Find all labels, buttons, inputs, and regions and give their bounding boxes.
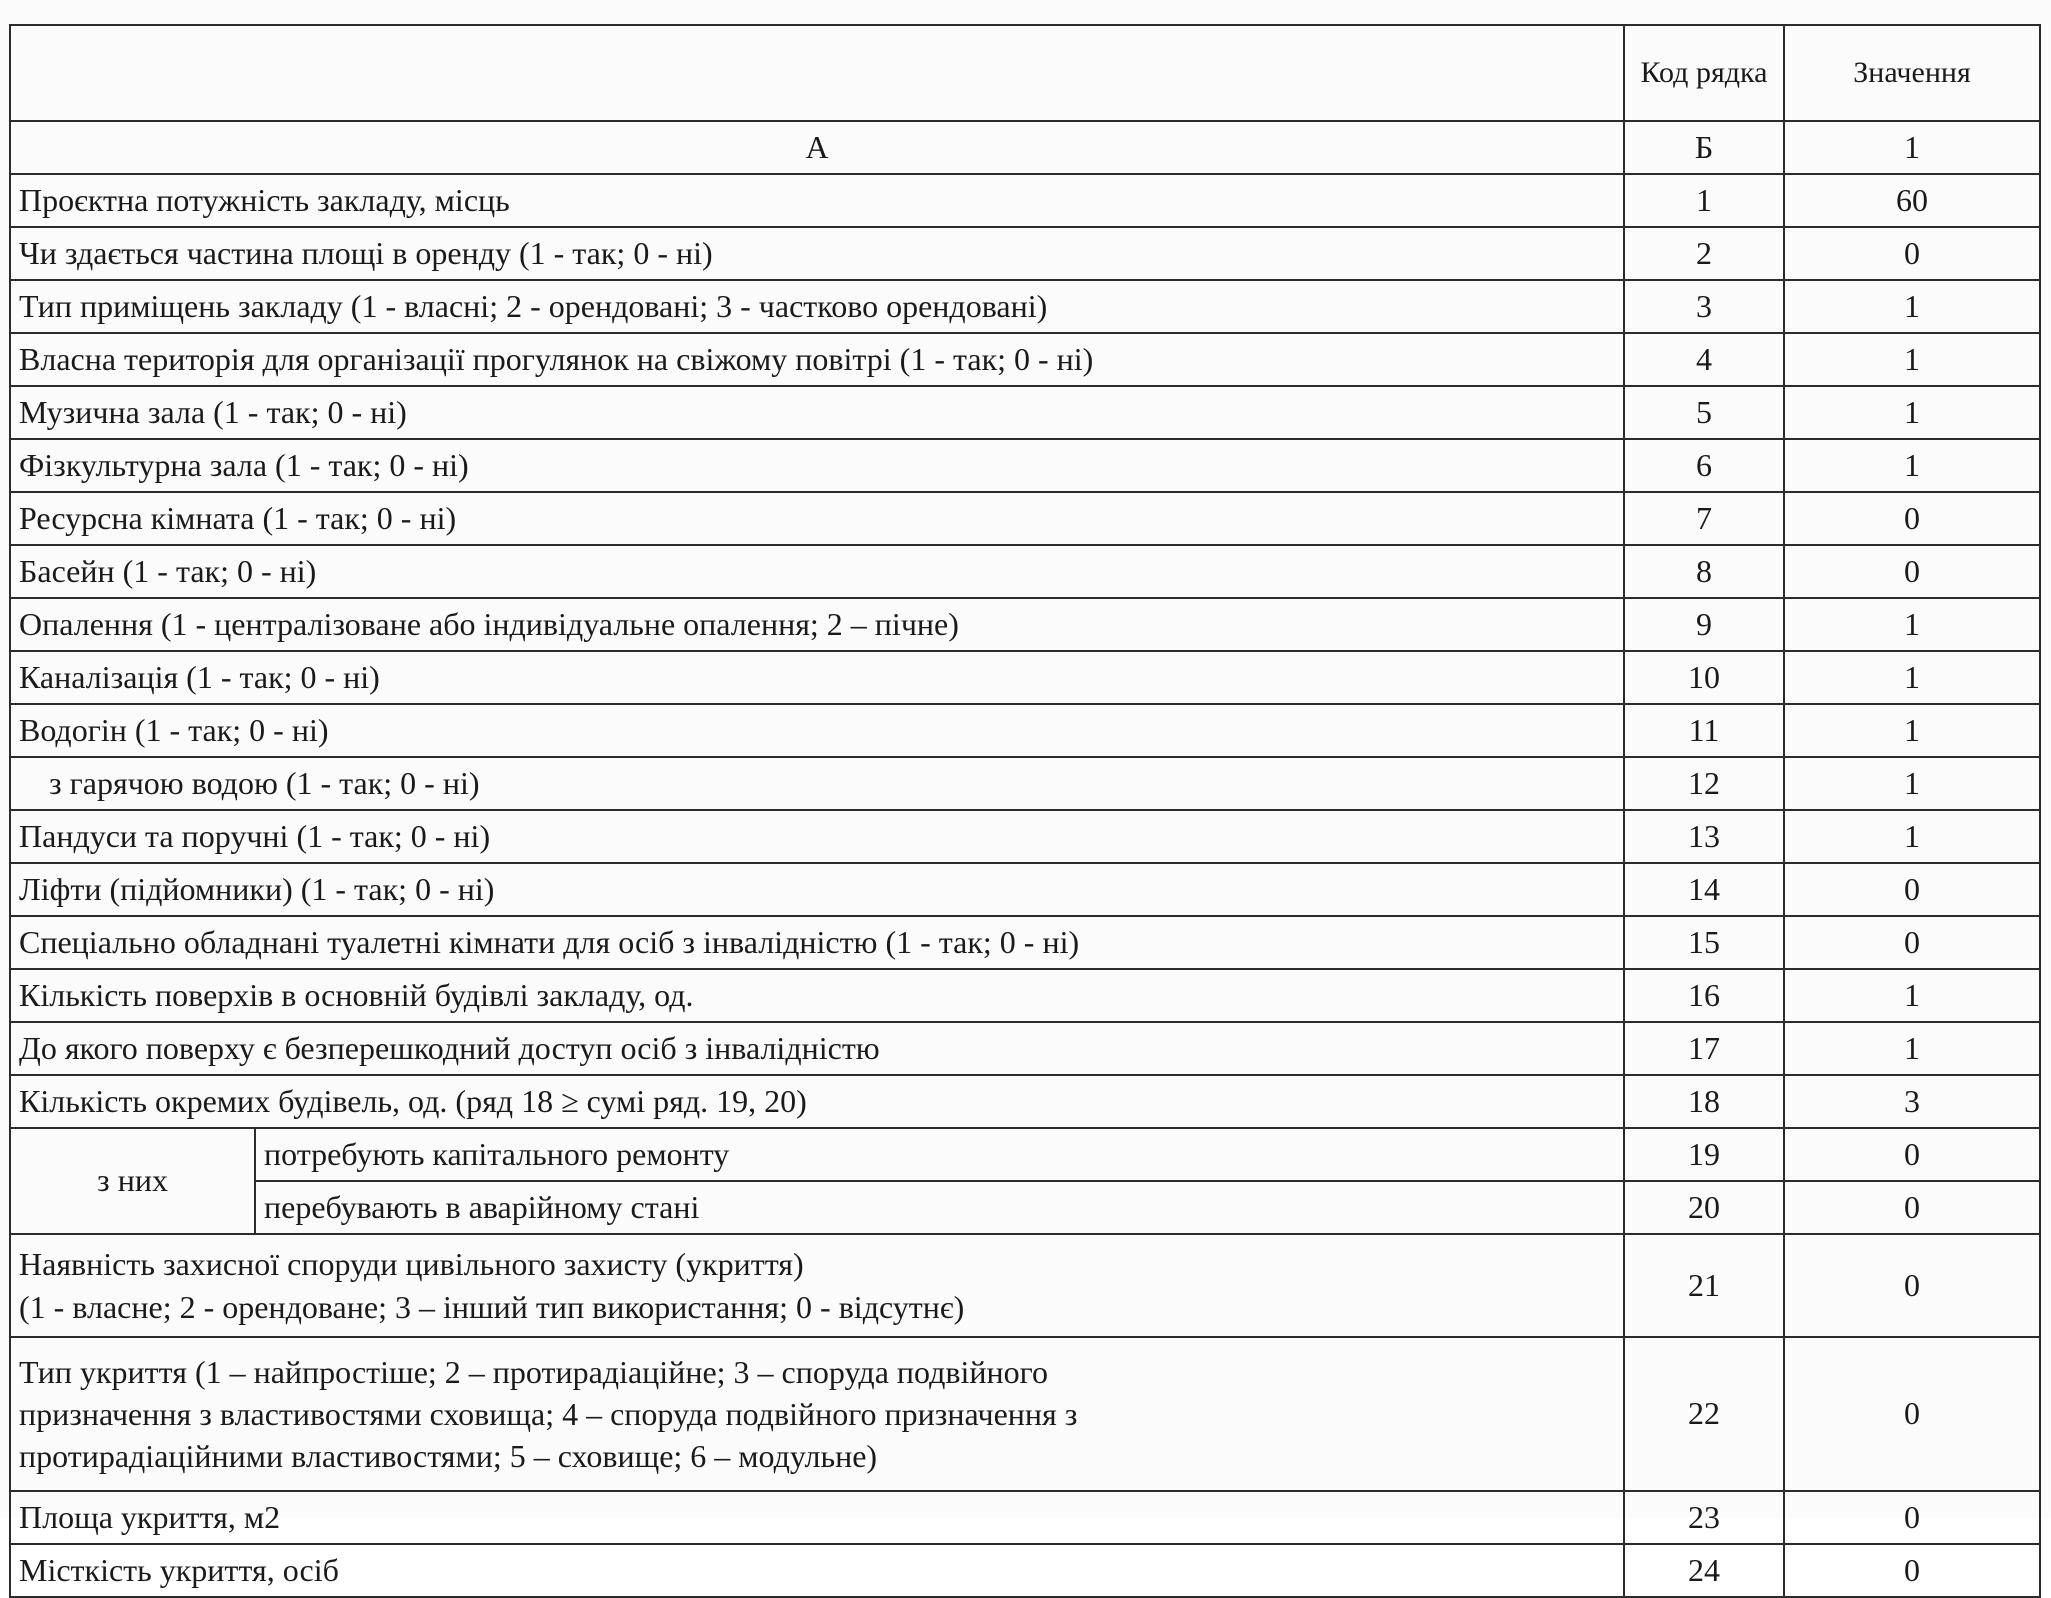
column-letter-b: Б — [1624, 121, 1784, 174]
facility-data-table — [9, 24, 2041, 1598]
row-value: 0 — [1784, 1234, 2040, 1337]
row-value: 0 — [1784, 1337, 2040, 1491]
row-code: 18 — [1624, 1075, 1784, 1128]
row-label-line: Тип укриття (1 – найпростіше; 2 – протирадіаційне; 3 – споруда подвійного — [19, 1353, 1048, 1390]
row-code: 17 — [1624, 1022, 1784, 1075]
subgroup-label: з них — [10, 1128, 255, 1234]
row-value: 1 — [1784, 1022, 2040, 1075]
table-row-subgroup — [10, 1181, 2040, 1234]
row-code: 13 — [1624, 810, 1784, 863]
row-code: 10 — [1624, 651, 1784, 704]
column-letters-row — [10, 121, 2040, 174]
table-row — [10, 333, 2040, 386]
table-row — [10, 810, 2040, 863]
row-code: 20 — [1624, 1181, 1784, 1234]
table-row — [10, 439, 2040, 492]
row-value: 0 — [1784, 492, 2040, 545]
row-code: 2 — [1624, 227, 1784, 280]
row-value: 0 — [1784, 545, 2040, 598]
table-row — [10, 1022, 2040, 1075]
row-code: 19 — [1624, 1128, 1784, 1181]
row-value: 0 — [1784, 1181, 2040, 1234]
table-row — [10, 174, 2040, 227]
row-label: Кількість поверхів в основній будівлі закладу, од. — [10, 969, 1624, 1022]
row-value: 0 — [1784, 863, 2040, 916]
table-row — [10, 545, 2040, 598]
row-label: Спеціально обладнані туалетні кімнати для осіб з інвалідністю (1 - так; 0 - ні) — [10, 916, 1624, 969]
row-label — [10, 1234, 1624, 1337]
row-label: Фізкультурна зала (1 - так; 0 - ні) — [10, 439, 1624, 492]
table-row — [10, 280, 2040, 333]
table-row — [10, 969, 2040, 1022]
column-letter-a: А — [10, 121, 1624, 174]
row-code: 14 — [1624, 863, 1784, 916]
table-row — [10, 386, 2040, 439]
row-value: 1 — [1784, 651, 2040, 704]
row-label: До якого поверху є безперешкодний доступ осіб з інвалідністю — [10, 1022, 1624, 1075]
row-value: 60 — [1784, 174, 2040, 227]
row-code: 1 — [1624, 174, 1784, 227]
row-label: Місткість укриття, осіб — [10, 1544, 1624, 1597]
row-label — [10, 1337, 1624, 1491]
row-code: 4 — [1624, 333, 1784, 386]
table-header-row — [10, 25, 2040, 121]
row-value: 0 — [1784, 1491, 2040, 1544]
row-code: 15 — [1624, 916, 1784, 969]
row-label: Площа укриття, м2 — [10, 1491, 1624, 1544]
table-row-subgroup — [10, 1128, 2040, 1181]
row-value: 1 — [1784, 280, 2040, 333]
row-code: 11 — [1624, 704, 1784, 757]
table-row — [10, 757, 2040, 810]
row-label: Проєктна потужність закладу, місць — [10, 174, 1624, 227]
header-value-cell: Значення — [1784, 25, 2040, 121]
row-code: 12 — [1624, 757, 1784, 810]
row-code: 7 — [1624, 492, 1784, 545]
row-label: з гарячою водою (1 - так; 0 - ні) — [10, 757, 1624, 810]
row-label: перебувають в аварійному стані — [255, 1181, 1624, 1234]
row-label: Тип приміщень закладу (1 - власні; 2 - орендовані; 3 - частково орендовані) — [10, 280, 1624, 333]
header-label-cell — [10, 25, 1624, 121]
row-label: Музична зала (1 - так; 0 - ні) — [10, 386, 1624, 439]
table-row — [10, 1491, 2040, 1544]
row-label-line: (1 - власне; 2 - орендоване; 3 – інший тип використання; 0 - відсутнє) — [19, 1288, 965, 1325]
row-value: 1 — [1784, 757, 2040, 810]
row-label: Чи здається частина площі в оренду (1 - так; 0 - ні) — [10, 227, 1624, 280]
row-value: 0 — [1784, 227, 2040, 280]
table-row-shelter-presence — [10, 1234, 2040, 1337]
header-code-cell: Код рядка — [1624, 25, 1784, 121]
row-value: 0 — [1784, 1544, 2040, 1597]
row-value: 1 — [1784, 969, 2040, 1022]
row-value: 1 — [1784, 704, 2040, 757]
row-code: 23 — [1624, 1491, 1784, 1544]
row-value: 0 — [1784, 1128, 2040, 1181]
row-code: 6 — [1624, 439, 1784, 492]
row-code: 22 — [1624, 1337, 1784, 1491]
row-value: 1 — [1784, 810, 2040, 863]
row-label-line: Наявність захисної споруди цивільного захисту (укриття) — [19, 1246, 804, 1283]
table-row — [10, 598, 2040, 651]
row-code: 24 — [1624, 1544, 1784, 1597]
table-row — [10, 1075, 2040, 1128]
row-label: Кількість окремих будівель, од. (ряд 18 ≥ сумі ряд. 19, 20) — [10, 1075, 1624, 1128]
table-row — [10, 863, 2040, 916]
row-value: 1 — [1784, 598, 2040, 651]
row-label: Власна територія для організації прогулянок на свіжому повітрі (1 - так; 0 - ні) — [10, 333, 1624, 386]
row-code: 8 — [1624, 545, 1784, 598]
row-label: Каналізація (1 - так; 0 - ні) — [10, 651, 1624, 704]
row-code: 21 — [1624, 1234, 1784, 1337]
row-label: Водогін (1 - так; 0 - ні) — [10, 704, 1624, 757]
row-label-line: призначення з властивостями сховища; 4 – споруда подвійного призначення з — [19, 1395, 1078, 1432]
row-code: 9 — [1624, 598, 1784, 651]
table-row — [10, 651, 2040, 704]
row-value: 1 — [1784, 439, 2040, 492]
table-row — [10, 227, 2040, 280]
row-code: 3 — [1624, 280, 1784, 333]
table-row — [10, 704, 2040, 757]
row-value: 1 — [1784, 333, 2040, 386]
table-row — [10, 916, 2040, 969]
row-label: Ресурсна кімната (1 - так; 0 - ні) — [10, 492, 1624, 545]
row-code: 16 — [1624, 969, 1784, 1022]
row-code: 5 — [1624, 386, 1784, 439]
row-label: Опалення (1 - централізоване або індивідуальне опалення; 2 – пічне) — [10, 598, 1624, 651]
row-value: 3 — [1784, 1075, 2040, 1128]
row-label: Пандуси та поручні (1 - так; 0 - ні) — [10, 810, 1624, 863]
row-label-line: протирадіаційними властивостями; 5 – сховище; 6 – модульне) — [19, 1438, 878, 1475]
row-value: 0 — [1784, 916, 2040, 969]
table-row — [10, 492, 2040, 545]
table-row-shelter-type — [10, 1337, 2040, 1491]
column-letter-1: 1 — [1784, 121, 2040, 174]
table-row — [10, 1544, 2040, 1597]
row-label: Басейн (1 - так; 0 - ні) — [10, 545, 1624, 598]
row-value: 1 — [1784, 386, 2040, 439]
row-label: потребують капітального ремонту — [255, 1128, 1624, 1181]
row-label: Ліфти (підйомники) (1 - так; 0 - ні) — [10, 863, 1624, 916]
